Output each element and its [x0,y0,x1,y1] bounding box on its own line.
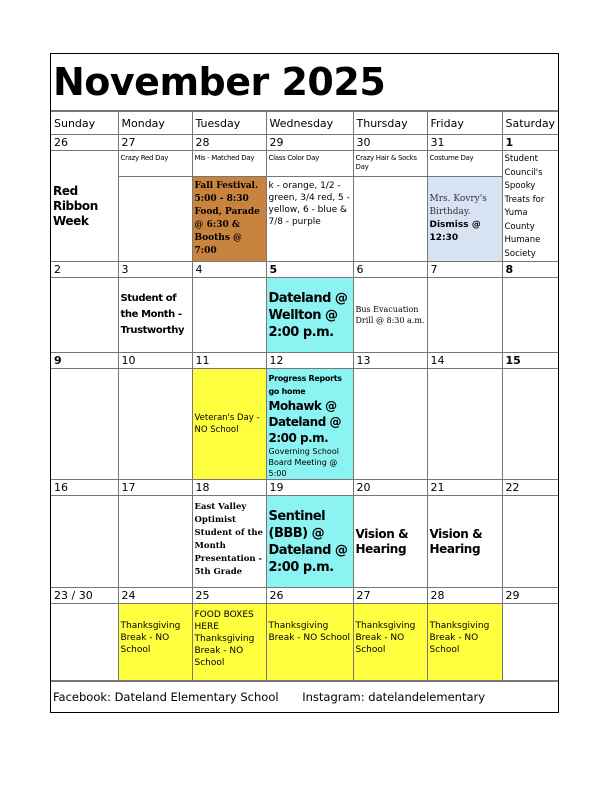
week-3-events [51,369,558,480]
date-number: 28 [192,135,266,151]
event-vision-hearing-thu: Vision & Hearing [353,496,427,588]
event-sentinel-at-dateland: Sentinel (BBB) @ Dateland @ 2:00 p.m. [266,496,353,588]
date-number: 8 [502,262,558,278]
day-header-saturday: Saturday [502,112,558,135]
date-number: 29 [266,135,353,151]
date-number: 5 [266,262,353,278]
empty-cell [353,177,427,262]
date-number: 2 [51,262,118,278]
event-spooky-treats: Student Council's Spooky Treats for Yuma County Humane Society [502,151,558,262]
event-thanksgiving-break-mon: Thanksgiving Break - NO School [118,604,192,681]
week-1-events [51,177,558,262]
empty-cell [118,177,192,262]
date-number: 6 [353,262,427,278]
date-number: 7 [427,262,502,278]
date-number: 11 [192,353,266,369]
event-mismatched-day: Mis - Matched Day [192,151,266,177]
calendar-grid [51,111,558,681]
day-header-tuesday: Tuesday [192,112,266,135]
date-number: 29 [502,588,558,604]
empty-cell [427,369,502,480]
week-1-dates [51,135,558,151]
empty-cell [51,496,118,588]
date-number: 20 [353,480,427,496]
week-1-top-events [51,151,558,177]
event-dateland-at-wellton: Dateland @ Wellton @ 2:00 p.m. [266,278,353,353]
date-number: 23 / 30 [51,588,118,604]
date-number: 27 [353,588,427,604]
event-thanksgiving-break-tue: Thanksgiving Break - NO School [194,634,255,668]
instagram-link: Instagram: datelandelementary [302,690,486,704]
empty-cell [502,496,558,588]
wednesday-nov-12-cell [266,369,353,480]
facebook-link: Facebook: Dateland Elementary School [53,690,279,704]
event-student-of-month: Student of the Month - Trustworthy [118,278,192,353]
day-header-wednesday: Wednesday [266,112,353,135]
event-class-color-day: Class Color Day [266,151,353,177]
date-number: 18 [192,480,266,496]
date-number: 22 [502,480,558,496]
day-header-sunday: Sunday [51,112,118,135]
event-vision-hearing-fri: Vision & Hearing [427,496,502,588]
event-bus-evacuation: Bus Evacuation Drill @ 8:30 a.m. [353,278,427,353]
calendar [50,53,559,713]
date-number: 4 [192,262,266,278]
date-number: 26 [51,135,118,151]
day-header-friday: Friday [427,112,502,135]
event-progress-reports: Progress Reports go home [268,374,342,396]
event-crazy-hair-day: Crazy Hair & Socks Day [353,151,427,177]
event-crazy-red-day: Crazy Red Day [118,151,192,177]
date-number: 14 [427,353,502,369]
week-5-dates [51,588,558,604]
tuesday-nov-25-cell [192,604,266,681]
date-number: 31 [427,135,502,151]
empty-cell [51,604,118,681]
date-number: 15 [502,353,558,369]
weekday-header [51,112,558,135]
event-optimist-presentation: East Valley Optimist Student of the Month Presentation - 5th Grade [192,496,266,588]
date-number: 16 [51,480,118,496]
event-red-ribbon-week: Red Ribbon Week [51,151,118,262]
event-fall-festival: Fall Festival. 5:00 - 8:30 Food, Parade @ 6:30 & Booths @ 7:00 [192,177,266,262]
date-number: 25 [192,588,266,604]
week-3-dates [51,353,558,369]
date-number: 27 [118,135,192,151]
date-number: 1 [502,135,558,151]
week-2-dates [51,262,558,278]
date-number: 30 [353,135,427,151]
date-number: 24 [118,588,192,604]
week-4-events [51,496,558,588]
event-thanksgiving-break-wed: Thanksgiving Break - NO School [266,604,353,681]
event-early-dismissal: Dismiss @ 12:30 [429,220,481,244]
event-food-boxes: FOOD BOXES HERE [194,610,254,632]
event-board-meeting: Governing School Board Meeting @ 5:00 [268,447,339,478]
date-number: 17 [118,480,192,496]
date-number: 9 [51,353,118,369]
event-veterans-day: Veteran's Day - NO School [192,369,266,480]
friday-oct-31-cell [427,177,502,262]
event-thanksgiving-break-fri: Thanksgiving Break - NO School [427,604,502,681]
date-number: 12 [266,353,353,369]
empty-cell [502,278,558,353]
event-mohawk-at-dateland: Mohawk @ Dateland @ 2:00 p.m. [268,399,341,445]
event-costume-day: Costume Day [427,151,502,177]
date-number: 10 [118,353,192,369]
date-number: 3 [118,262,192,278]
empty-cell [51,278,118,353]
empty-cell [118,496,192,588]
empty-cell [502,604,558,681]
empty-cell [502,369,558,480]
empty-cell [118,369,192,480]
event-birthday: Mrs. Kovry's Birthday. [429,194,487,218]
date-number: 26 [266,588,353,604]
empty-cell [51,369,118,480]
page-title: November 2025 [51,54,558,111]
week-4-dates [51,480,558,496]
date-number: 28 [427,588,502,604]
empty-cell [192,278,266,353]
week-5-events [51,604,558,681]
empty-cell [353,369,427,480]
date-number: 13 [353,353,427,369]
date-number: 21 [427,480,502,496]
date-number: 19 [266,480,353,496]
empty-cell [427,278,502,353]
event-thanksgiving-break-thu: Thanksgiving Break - NO School [353,604,427,681]
footer [51,681,558,712]
event-class-colors: k - orange, 1/2 - green, 3/4 red, 5 - yellow, 6 - blue & 7/8 - purple [266,177,353,262]
day-header-monday: Monday [118,112,192,135]
week-2-events [51,278,558,353]
day-header-thursday: Thursday [353,112,427,135]
